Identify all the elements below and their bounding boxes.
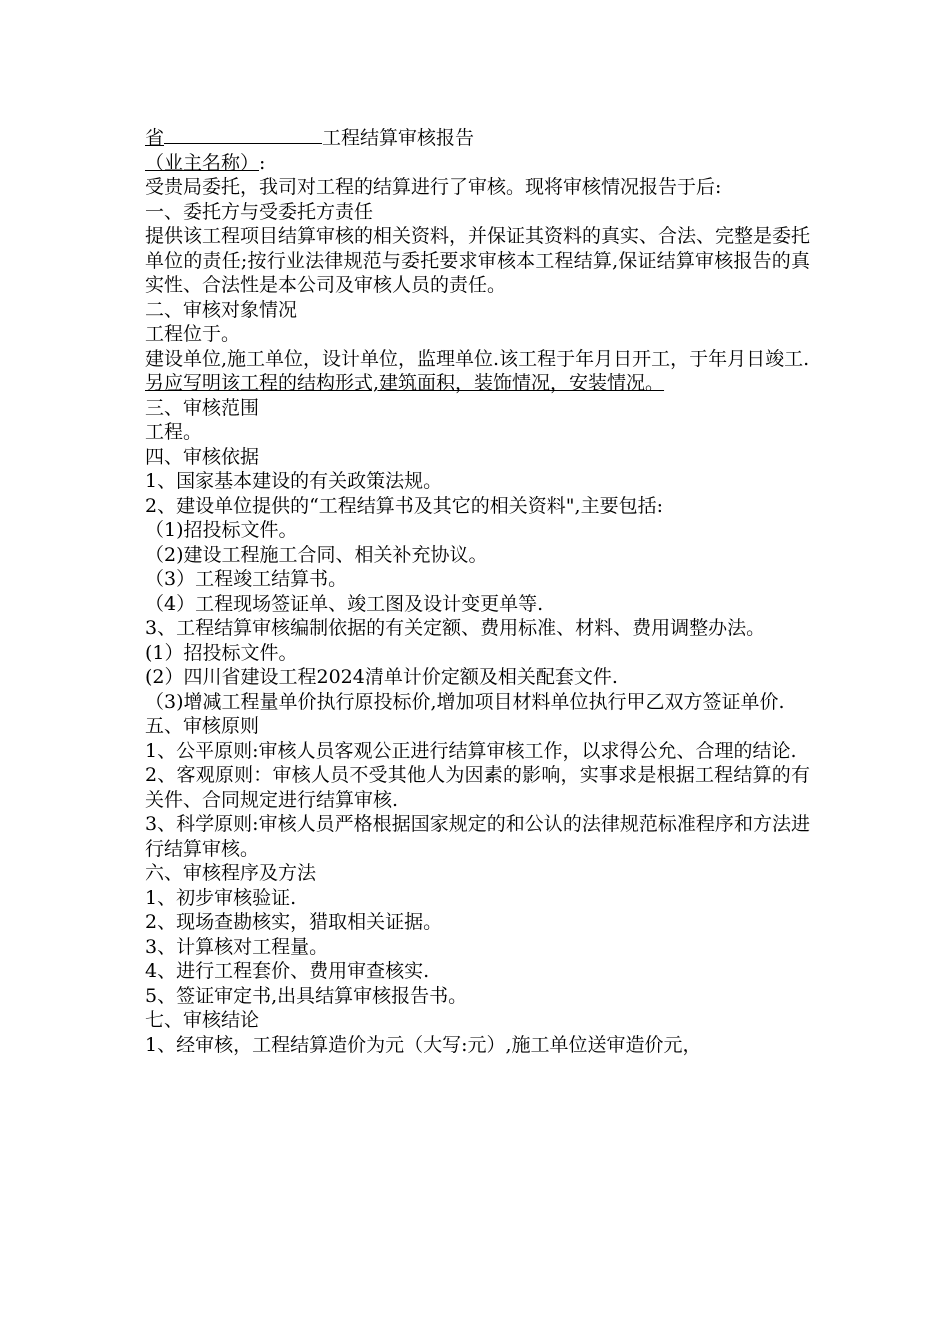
procedure-1: 1、初步审核验证. (145, 886, 297, 909)
section-2-location: 工程位于。 (145, 323, 241, 345)
basis-sub-3: （3）工程竣工结算书。 (145, 568, 348, 590)
addressee-line (145, 151, 810, 176)
addressee-label: （业主名称） (145, 151, 260, 174)
section-3-body: 工程。 (145, 421, 203, 443)
basis-item-2: 2、建设单位提供的“工程结算书及其它的相关资料",主要包括: (145, 494, 663, 517)
basis-item-1: 1、国家基本建设的有关政策法规。 (145, 470, 443, 492)
principle-2: 2、客观原则：审核人员不受其他人为因素的影响，实事求是根据工程结算的有关件、合同规定进行结算审核. (145, 764, 810, 811)
section-7-heading: 七、审核结论 (145, 1009, 260, 1031)
section-2-note: 另应写明该工程的结构形式,建筑面积，装饰情况，安装情况。 (145, 372, 665, 394)
procedure-3: 3、计算核对工程量。 (145, 935, 329, 958)
basis-item-3: 3、工程结算审核编制依据的有关定额、费用标准、材料、费用调整办法。 (145, 617, 766, 639)
report-title (145, 123, 810, 151)
section-3-heading: 三、审核范围 (145, 396, 260, 419)
basis-sub-1: （1)招投标文件。 (145, 519, 298, 541)
title-text: 工程结算审核报告 (322, 127, 475, 149)
principle-3: 3、科学原则:审核人员严格根据国家规定的和公认的法律规范标准程序和方法进行结算审核。 (145, 813, 810, 860)
basis-sub-2: （2)建设工程施工合同、相关补充协议。 (145, 543, 488, 566)
procedure-4: 4、进行工程套价、费用审查核实. (145, 960, 430, 982)
intro-paragraph: 受贵局委托，我司对工程的结算进行了审核。现将审核情况报告于后: (145, 176, 722, 198)
section-6-heading: 六、审核程序及方法 (145, 862, 317, 884)
principle-1: 1、公平原则:审核人员客观公正进行结算审核工作，以求得公允、合理的结论. (145, 739, 797, 762)
basis-3-sub-1: (1）招投标文件。 (145, 641, 298, 664)
section-1-body: 提供该工程项目结算审核的相关资料，并保证其资料的真实、合法、完整是委托单位的责任;按行业法律规范与委托要求审核本工程结算,保证结算审核报告的真实性、合法性是本公司及审核人员的责任。 (145, 225, 811, 296)
basis-3-sub-3: （3)增减工程量单价执行原投标价,增加项目材料单位执行甲乙双方签证单价. (145, 690, 785, 713)
section-1-heading: 一、委托方与受委托方责任 (145, 200, 374, 223)
section-5-heading: 五、审核原则 (145, 715, 260, 737)
addressee-colon: : (259, 151, 266, 174)
section-2-units: 建设单位,施工单位，设计单位，监理单位.该工程于年月日开工，于年月日竣工. (145, 347, 810, 370)
section-4-heading: 四、审核依据 (145, 445, 260, 468)
procedure-5: 5、签证审定书,出具结算审核报告书。 (145, 984, 468, 1007)
basis-3-sub-2: (2）四川省建设工程2024清单计价定额及相关配套文件. (145, 666, 618, 688)
document-body (145, 123, 810, 1057)
section-2-heading: 二、审核对象情况 (145, 298, 298, 321)
procedure-2: 2、现场查勘核实，猎取相关证据。 (145, 911, 443, 933)
conclusion-1: 1、经审核，工程结算造价为元（大写:元）,施工单位送审造价元， (145, 1033, 702, 1056)
basis-sub-4: （4）工程现场签证单、竣工图及设计变更单等. (145, 592, 544, 615)
title-blank (164, 123, 322, 144)
title-province: 省 (145, 127, 165, 149)
